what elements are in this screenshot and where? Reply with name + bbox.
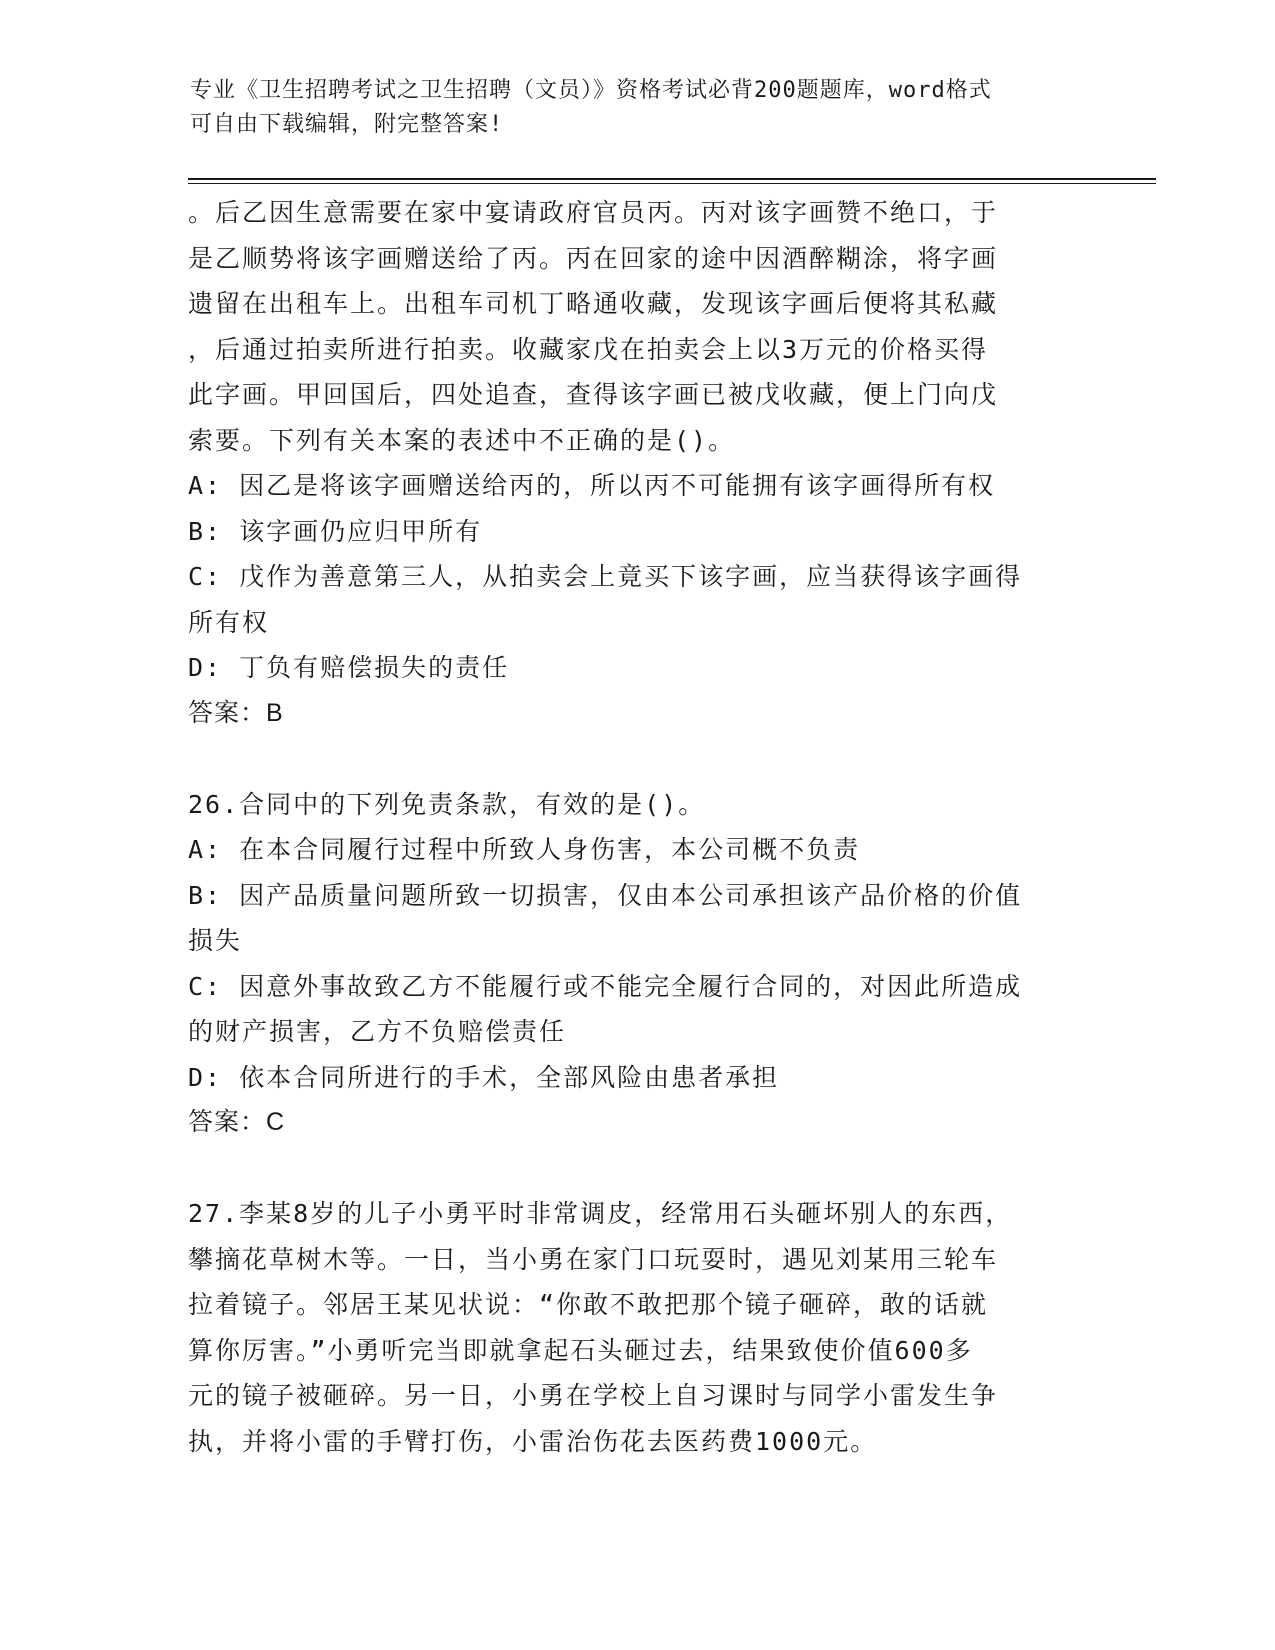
question-26 <box>188 782 1088 1146</box>
header-title-line-1: 专业《卫生招聘考试之卫生招聘（文员）》资格考试必背200题题库，word格式 <box>190 78 992 103</box>
document-body <box>188 190 1088 1464</box>
question-stem: 26.合同中的下列免责条款，有效的是()。 <box>188 789 706 819</box>
option-b-line-1: B: 因产品质量问题所致一切损害，仅由本公司承担该产品价格的价值 <box>188 880 1023 910</box>
question-stem-line: 拉着镜子。邻居王某见状说：“你敢不敢把那个镜子砸碎，敢的话就 <box>188 1290 989 1319</box>
answer-label: 答案：B <box>188 698 284 727</box>
option-c-line-2: 的财产损害，乙方不负赔偿责任 <box>188 1017 567 1046</box>
question-stem-line: 算你厉害。”小勇听完当即就拿起石头砸过去，结果致使价值600多 <box>188 1335 973 1365</box>
option-c-line-1: C: 戊作为善意第三人，从拍卖会上竟买下该字画，应当获得该字画得 <box>188 562 1023 591</box>
question-stem-line: 执，并将小雷的手臂打伤，小雷治伤花去医药费1000元。 <box>188 1426 878 1456</box>
question-stem-line: ，后通过拍卖所进行拍卖。收藏家戊在拍卖会上以3万元的价格买得 <box>188 334 989 364</box>
header-title-line-2: 可自由下载编辑，附完整答案! <box>190 112 504 137</box>
question-stem-line: 元的镜子被砸碎。另一日，小勇在学校上自习课时与同学小雷发生争 <box>188 1381 999 1410</box>
question-stem-line: 攀摘花草树木等。一日，当小勇在家门口玩耍时，遇见刘某用三轮车 <box>188 1244 999 1274</box>
question-25 <box>188 190 1088 736</box>
option-a: A: 在本合同履行过程中所致人身伤害，本公司概不负责 <box>188 835 861 864</box>
option-d: D: 依本合同所进行的手术，全部风险由患者承担 <box>188 1062 780 1092</box>
question-stem-line: 是乙顺势将该字画赠送给了丙。丙在回家的途中因酒醉糊涂，将字画 <box>188 243 999 273</box>
question-stem-line: 。后乙因生意需要在家中宴请政府官员丙。丙对该字画赞不绝口，于 <box>188 198 999 227</box>
question-stem-line: 此字画。甲回国后，四处追查，查得该字画已被戊收藏，便上门向戊 <box>188 380 999 409</box>
question-stem-line: 27.李某8岁的儿子小勇平时非常调皮，经常用石头砸坏别人的东西， <box>188 1199 1013 1228</box>
option-a: A: 因乙是将该字画赠送给丙的，所以丙不可能拥有该字画得所有权 <box>188 471 996 500</box>
option-b-line-2: 损失 <box>188 926 243 955</box>
option-c-line-1: C: 因意外事故致乙方不能履行或不能完全履行合同的，对因此所造成 <box>188 971 1023 1001</box>
answer-label: 答案：C <box>188 1108 286 1136</box>
option-c-line-2: 所有权 <box>188 607 270 637</box>
question-stem-line: 遗留在出租车上。出租车司机丁略通收藏，发现该字画后便将其私藏 <box>188 289 999 318</box>
option-b: B: 该字画仍应归甲所有 <box>188 516 483 546</box>
option-d: D: 丁负有赔偿损失的责任 <box>188 653 510 682</box>
header-divider <box>188 178 1156 184</box>
question-stem-line: 索要。下列有关本案的表述中不正确的是()。 <box>188 425 736 455</box>
question-27 <box>188 1191 1088 1464</box>
page-header <box>190 74 1090 142</box>
